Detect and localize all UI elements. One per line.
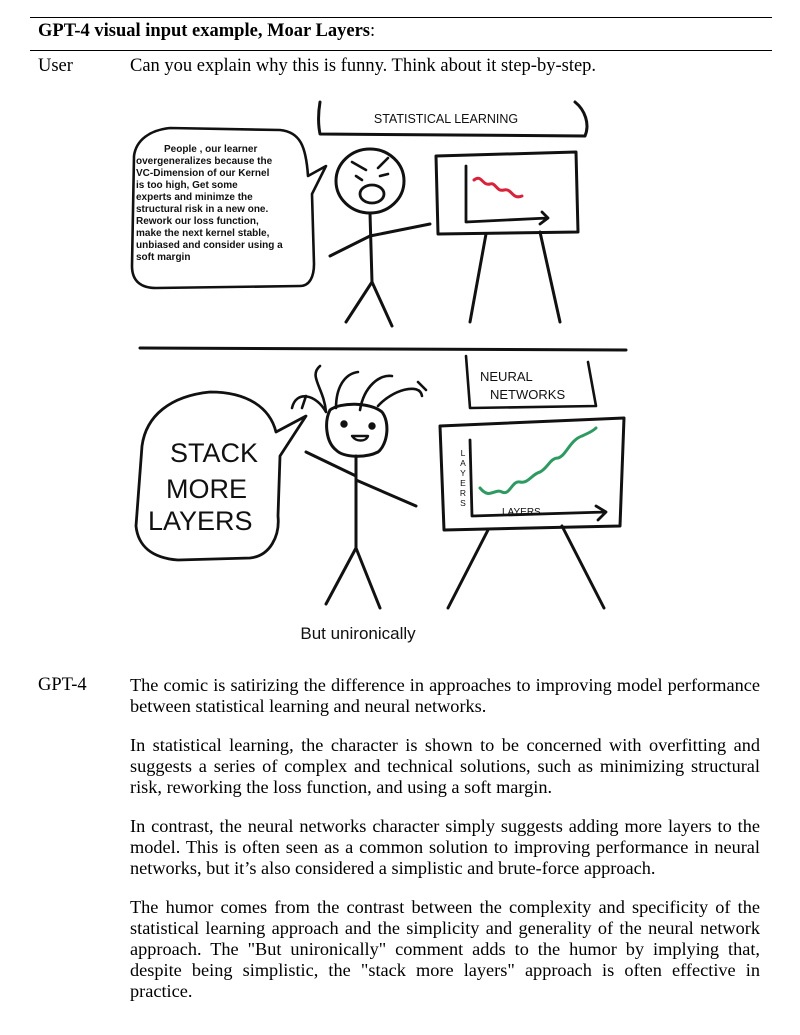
top-chart-axes — [466, 166, 548, 224]
bottom-chart-board — [440, 418, 624, 608]
top-banner-text: STATISTICAL LEARNING — [373, 112, 519, 126]
y-label-letter-2: A — [460, 458, 466, 468]
bottom-chart-green-curve — [480, 428, 596, 493]
top-speech-line-2: overgeneralizes because the — [136, 156, 273, 167]
bottom-speech-line-3: LAYERS — [148, 506, 253, 536]
top-speech-line-6: structural risk in a new one. — [136, 204, 269, 215]
bottom-speech-line-2: MORE — [166, 474, 247, 504]
bottom-speech-line-1: STACK — [170, 438, 259, 468]
bottom-speech-text — [148, 438, 258, 536]
figure-title — [38, 21, 375, 42]
jester-eye-left — [342, 422, 346, 426]
top-panel — [132, 102, 587, 326]
top-speech-line-5: experts and minimze the — [136, 192, 253, 203]
figure-title-bold: GPT-4 visual input example, Moar Layers — [38, 21, 370, 41]
top-chart-red-curve — [474, 178, 522, 197]
top-board-legs — [470, 232, 560, 322]
y-label-letter-1: L — [460, 448, 466, 458]
jester-eye-right — [370, 424, 374, 428]
top-figure-legs — [346, 282, 392, 326]
user-prompt: Can you explain why this is funny. Think about it step-by-step. — [130, 56, 597, 76]
top-figure-arms — [330, 224, 430, 256]
jester-mouth — [352, 436, 368, 441]
top-speech-line-8: make the next kernel stable, — [136, 228, 270, 239]
top-stick-figure — [330, 149, 430, 326]
answer-paragraph-1: The comic is satirizing the difference in approaches to improving model performance between statistical learning and neural networks. — [130, 675, 760, 716]
figure-title-suffix: : — [370, 21, 376, 41]
top-speech-line-1: People , our learner — [164, 144, 258, 155]
bottom-banner-line-1: NEURAL — [480, 369, 533, 384]
jester-head — [327, 404, 387, 456]
top-speech-line-9: unbiased and consider using a — [136, 240, 283, 251]
top-figure-eyes — [356, 174, 388, 180]
answer-paragraph-4: The humor comes from the contrast between the complexity and specificity of the statistical learning approach and the simplicity and generality of the neural network approach. The "But unironically" comment adds to the humor by implying that, despite being simplistic, the "stack more layers" approach is often effective in practice. — [130, 897, 760, 1001]
top-speech-line-7: Rework our loss function, — [136, 216, 259, 227]
bottom-chart-x-label: LAYERS — [502, 507, 541, 518]
comic-image — [130, 96, 630, 651]
assistant-answer — [130, 675, 760, 1020]
answer-paragraph-3: In contrast, the neural networks character simply suggests adding more layers to the model. This is often seen as a common solution to improving performance in neural networks, but it’s also considered a simplistic and brute-force approach. — [130, 816, 760, 878]
top-speech-line-3: VC-Dimension of our Kernel — [136, 168, 270, 179]
bottom-chart-y-label — [460, 448, 466, 508]
answer-paragraph-2: In statistical learning, the character is shown to be concerned with overfitting and suggests a series of complex and technical solutions, such as minimizing structural risk, reworking the loss function, and using a soft margin. — [130, 735, 760, 797]
user-role-label: User — [38, 56, 73, 76]
jester-arms — [306, 452, 416, 506]
top-board-frame — [436, 152, 578, 234]
y-label-letter-6: S — [460, 498, 466, 508]
bottom-banner-line-2: NETWORKS — [490, 387, 566, 402]
y-label-letter-4: E — [460, 478, 466, 488]
top-speech-line-10: soft margin — [136, 252, 191, 263]
bottom-board-legs — [448, 526, 604, 608]
comic-caption: But unironically — [300, 624, 416, 643]
header-rule — [30, 50, 772, 51]
y-label-letter-3: Y — [460, 468, 466, 478]
top-figure-body — [370, 213, 372, 282]
top-figure-mouth — [360, 185, 384, 203]
jester-legs — [326, 548, 380, 608]
top-figure-brows — [352, 158, 388, 170]
bottom-stick-figure — [292, 366, 426, 608]
top-speech-line-4: is too high, Get some — [136, 180, 238, 191]
top-chart-board — [436, 152, 578, 322]
top-rule — [30, 17, 772, 18]
bottom-panel — [136, 356, 624, 643]
top-speech-text — [136, 144, 283, 263]
panel-divider — [140, 348, 626, 350]
assistant-role-label: GPT-4 — [38, 675, 87, 695]
y-label-letter-5: R — [459, 488, 467, 498]
